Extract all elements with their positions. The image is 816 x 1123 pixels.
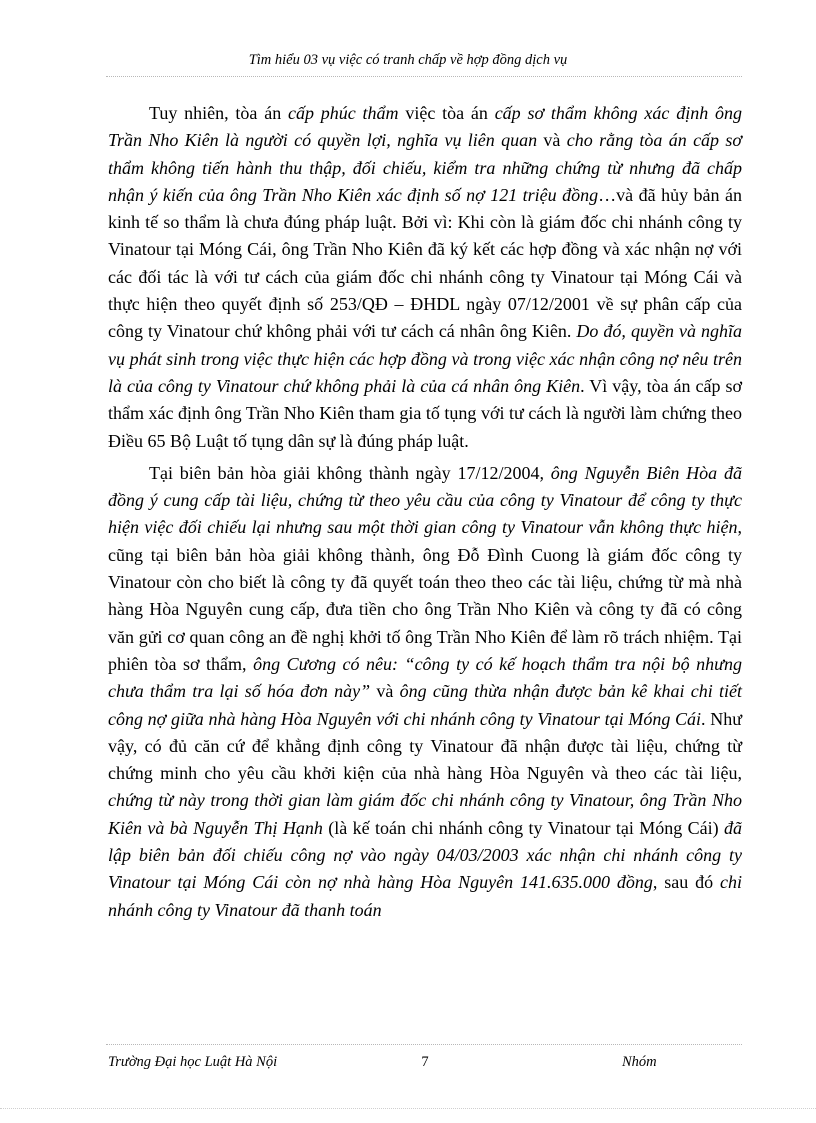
text-run: , cũng tại biên bản hòa giải không thành, ông Đỗ Đình Cuong là giám đốc công ty Vinatour còn cho biết là công ty đã quyết toán theo theo các tài liệu, chứng từ mà nhà hàng Hòa Nguyên cung cấp, đưa tiền cho ông Trần Nho Kiên và công ty đã có công văn gửi cơ quan công an đề nghị khởi tố ông Trần Nho Kiên để làm rõ trách nhiệm. Tại phiên tòa sơ thẩm,	[108, 517, 742, 674]
footer-divider	[106, 1044, 742, 1045]
page-bottom-edge	[0, 1108, 816, 1109]
text-run: , sau đó	[652, 872, 720, 893]
text-run: và	[537, 130, 567, 151]
italic-text-run: đã lập biên bản đối chiếu công nợ vào ngày 04/03/2003 xác nhận chi nhánh công ty Vinatour tại Móng Cái còn nợ nhà hàng Hòa Nguyên 141.635.000 đồng	[108, 817, 743, 893]
text-run: việc tòa án	[398, 103, 495, 123]
document-body	[108, 100, 742, 929]
italic-text-run: cho rằng tòa án cấp sơ thẩm không tiến hành thu thập, đối chiếu, kiểm tra những chứng từ nhưng đã chấp nhận ý kiến của ông Trần Nho Kiên xác định số nợ 121 triệu đồng	[108, 130, 742, 205]
italic-text-run: cấp sơ thẩm không xác định ông Trần Nho Kiên là người có quyền lợi, nghĩa vụ liên quan	[108, 103, 742, 151]
text-run: …và đã hủy bản án kinh tế so thẩm là chưa đúng pháp luật. Bởi vì: Khi còn là giám đốc chi nhánh công ty Vinatour tại Móng Cái, ông Trần Nho Kiên đã ký kết các hợp đồng và xác nhận nợ với các đối tác là với tư cách của giám đốc chi nhánh công ty Vinatour tại Móng Cái và thực hiện theo quyết định số 253/QĐ – ĐHDL ngày 07/12/2001 về sự phân cấp của công ty Vinatour chứ không phải với tư cách cá nhân ông Kiên.	[108, 184, 742, 342]
page-footer	[108, 1054, 742, 1074]
italic-text-run: ông Cương có nêu: “công ty có kế hoạch thẩm tra nội bộ nhưng chưa thẩm tra lại số hóa đơn này”	[108, 653, 742, 702]
text-run: (là kế toán chi nhánh công ty Vinatour tại Móng Cái)	[322, 817, 725, 838]
text-run: và	[370, 681, 400, 702]
paragraph-2	[108, 460, 742, 924]
italic-text-run: cấp phúc thẩm	[288, 103, 399, 123]
page-number: 7	[421, 1054, 429, 1070]
header-title: Tìm hiểu 03 vụ việc có tranh chấp về hợp đồng dịch vụ	[248, 52, 568, 68]
text-run: . Như vậy, có đủ căn cứ để khẳng định công ty Vinatour đã nhận được tài liệu, chứng từ chứng minh cho yêu cầu khởi kiện của nhà hàng Hòa Nguyên và theo các tài liệu,	[108, 708, 742, 784]
text-run: Tại biên bản hòa giải không thành ngày 17/12/2004	[149, 462, 540, 483]
italic-text-run: , ông Nguyễn Biên Hòa đã đồng ý cung cấp tài liệu, chứng từ theo yêu cầu của công ty Vinatour để công ty thực hiện việc đối chiếu lại nhưng sau một thời gian công ty Vinatour vẫn không thực hiện	[108, 462, 742, 538]
paragraph-1	[108, 100, 742, 455]
italic-text-run: chứng từ này trong thời gian làm giám đốc chi nhánh công ty Vinatour, ông Trần Nho Kiên và bà Nguyễn Thị Hạnh	[108, 790, 742, 838]
page-header	[0, 52, 816, 69]
text-run: Tuy nhiên, tòa án	[149, 103, 288, 123]
footer-school: Trường Đại học Luật Hà Nội	[108, 1054, 278, 1070]
text-run: . Vì vậy, tòa án cấp sơ thẩm xác định ông Trần Nho Kiên tham gia tố tụng với tư cách là người làm chứng theo Điều 65 Bộ Luật tố tụng dân sự là đúng pháp luật.	[108, 375, 742, 451]
italic-text-run: ông cũng thừa nhận được bản kê khai chi tiết công nợ giữa nhà hàng Hòa Nguyên với chi nhánh công ty Vinatour tại Móng Cái	[108, 681, 742, 729]
header-divider	[106, 76, 742, 77]
italic-text-run: Do đó, quyền và nghĩa vụ phát sinh trong việc thực hiện các hợp đồng và trong việc xác nhận công nợ nêu trên là của công ty Vinatour chứ không phải là của cá nhân ông Kiên	[108, 321, 742, 396]
footer-group: Nhóm	[622, 1054, 657, 1070]
italic-text-run: chi nhánh công ty Vinatour đã thanh toán	[108, 872, 742, 920]
